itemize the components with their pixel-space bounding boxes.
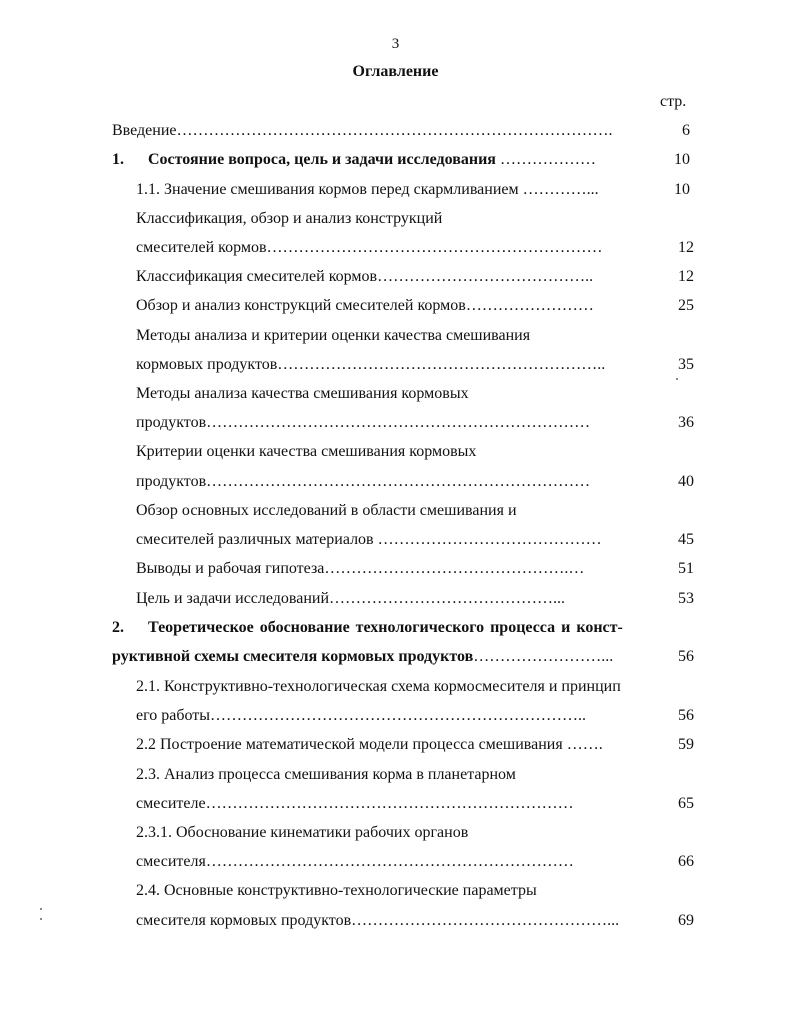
toc-entry-title: продуктов xyxy=(136,414,207,431)
toc-entry-title: Методы анализа и критерии оценки качества смешивания xyxy=(136,327,531,344)
toc-entry-2-3-1 xyxy=(136,852,694,872)
toc-page-number: 51 xyxy=(678,560,694,577)
toc-page-number: 53 xyxy=(678,590,694,607)
toc-leader-dots: ……………… xyxy=(495,151,596,168)
toc-entry-title: смесителей различных материалов xyxy=(136,531,374,548)
toc-entry-2-4 xyxy=(136,911,694,931)
toc-page-number: 40 xyxy=(678,473,694,490)
scan-speck xyxy=(676,378,678,380)
toc-entry-methods-criteria xyxy=(136,355,694,375)
chapter-number: 2. xyxy=(112,619,124,636)
toc-leader-dots: ……………………... xyxy=(473,648,614,665)
toc-entry-title: 2.4. Основные конструктивно-технологические параметры xyxy=(136,882,537,899)
toc-entry-quality-criteria xyxy=(136,472,694,492)
toc-entry-title: Классификация смесителей кормов xyxy=(136,268,378,285)
toc-page-number: 12 xyxy=(678,268,694,285)
toc-leader-dots: …………………………………………………….. xyxy=(277,356,606,373)
toc-entry-introduction xyxy=(112,121,690,141)
toc-page-number: 25 xyxy=(678,297,694,314)
toc-entry-title-line xyxy=(136,501,690,521)
toc-entry-title: Выводы и рабочая гипотеза xyxy=(136,560,325,577)
toc-entry-title: его работы xyxy=(136,707,211,724)
toc-entry-classification xyxy=(136,267,694,287)
toc-entry-title: смесителя xyxy=(136,853,206,870)
toc-leader-dots: …………………… xyxy=(465,297,594,314)
toc-entry-title: Обзор основных исследований в области смешивания и xyxy=(136,502,517,519)
toc-leader-dots: ……………………………………………………………… xyxy=(206,473,591,490)
toc-entry-overview-analysis xyxy=(136,296,694,316)
toc-leader-dots: …………………………………… xyxy=(373,531,602,548)
toc-entry-title: 2.1. Конструктивно-технологическая схема кормосмесителя и принцип xyxy=(136,678,621,695)
toc-entry-title: 1.1. Значение смешивания кормов перед скармливанием xyxy=(136,181,519,198)
page-title: Оглавление xyxy=(352,63,439,80)
toc-entry-title-line xyxy=(136,823,690,843)
toc-entry-conclusions xyxy=(136,559,694,579)
toc-leader-dots: …………………………………………………………… xyxy=(205,795,574,812)
scan-speck xyxy=(40,918,42,920)
toc-leader-dots: ……………………………………….… xyxy=(324,560,585,577)
toc-entry-title: смесителей кормов xyxy=(136,239,267,256)
toc-page-number: 69 xyxy=(678,912,694,929)
toc-leader-dots: ………………………………….. xyxy=(377,268,594,285)
toc-entry-research-overview xyxy=(136,530,694,550)
toc-page-number: 45 xyxy=(678,531,694,548)
toc-entry-goals xyxy=(136,589,694,609)
toc-page-number: 56 xyxy=(678,648,694,665)
toc-page-number: 65 xyxy=(678,795,694,812)
toc-entry-1-1 xyxy=(136,180,690,200)
toc-leader-dots: ……………………………………………………………… xyxy=(206,414,591,431)
toc-entry-title: продуктов xyxy=(136,473,207,490)
toc-entry-2-1 xyxy=(136,706,694,726)
toc-entry-title: Критерии оценки качества смешивания кормовых xyxy=(136,443,477,460)
toc-page-number: 10 xyxy=(674,181,690,198)
toc-page-number: 66 xyxy=(678,853,694,870)
toc-entry-title-line xyxy=(136,326,690,346)
chapter-number: 1. xyxy=(112,151,124,168)
toc-leader-dots: …………………………………………………………… xyxy=(205,853,574,870)
toc-entry-title-line xyxy=(136,881,690,901)
toc-entry-title: смесителя кормовых продуктов xyxy=(136,912,352,929)
toc-entry-chapter-2-cont xyxy=(112,647,694,667)
toc-page-number: 10 xyxy=(674,151,690,168)
toc-page-number: 56 xyxy=(678,707,694,724)
toc-entry-chapter-1 xyxy=(148,150,690,170)
toc-entry-title: 2.3. Анализ процесса смешивания корма в планетарном xyxy=(136,766,516,783)
toc-entry-title-line xyxy=(136,209,690,229)
toc-leader-dots: …………... xyxy=(518,181,599,198)
toc-entry-title: Классификация, обзор и анализ конструкций xyxy=(136,210,443,227)
toc-leader-dots: ……………………………………………………… xyxy=(266,239,603,256)
toc-entry-title: Теоретическое обоснование технологического процесса и конст- xyxy=(148,619,623,636)
toc-entry-chapter-2 xyxy=(148,618,698,638)
toc-entry-2-3 xyxy=(136,794,694,814)
toc-page-number: 36 xyxy=(678,414,694,431)
toc-entry-title: Цель и задачи исследований xyxy=(136,590,330,607)
toc-page-number: 6 xyxy=(682,122,690,139)
toc-entry-title: смесителе xyxy=(136,795,206,812)
toc-leader-dots: …………………………………………………………….. xyxy=(210,707,587,724)
scan-speck xyxy=(40,908,42,910)
toc-page-number: 12 xyxy=(678,239,694,256)
toc-entry-title-line xyxy=(136,384,690,404)
toc-entry-title: Состояние вопроса, цель и задачи исследования xyxy=(148,151,496,168)
toc-entry-classification-overview xyxy=(136,238,694,258)
toc-entry-title: 2.2 Построение математической модели процесса смешивания xyxy=(136,736,563,753)
toc-page-number: 59 xyxy=(678,736,694,753)
toc-leader-dots: ……. xyxy=(562,736,603,753)
toc-entry-title: Введение xyxy=(112,122,177,139)
toc-leader-dots: ……………………………………... xyxy=(329,590,566,607)
toc-page-number: 35 xyxy=(678,356,694,373)
page-number: 3 xyxy=(391,36,400,52)
toc-entry-title-line xyxy=(136,765,690,785)
toc-entry-title-line xyxy=(136,677,696,697)
toc-entry-analysis-methods xyxy=(136,413,694,433)
toc-leader-dots: ………………………………………………………………………. xyxy=(176,122,613,139)
toc-entry-title: кормовых продуктов xyxy=(136,356,278,373)
toc-entry-2-2 xyxy=(136,735,694,755)
toc-entry-title: руктивной схемы смесителя кормовых продуктов xyxy=(112,648,474,665)
toc-entry-title-line xyxy=(136,442,690,462)
toc-entry-title: Методы анализа качества смешивания кормовых xyxy=(136,385,469,402)
toc-leader-dots: …………………………………………... xyxy=(351,912,620,929)
toc-entry-title: 2.3.1. Обоснование кинематики рабочих органов xyxy=(136,824,469,841)
page-column-header: стр. xyxy=(660,93,687,110)
toc-entry-title: Обзор и анализ конструкций смесителей кормов xyxy=(136,297,466,314)
